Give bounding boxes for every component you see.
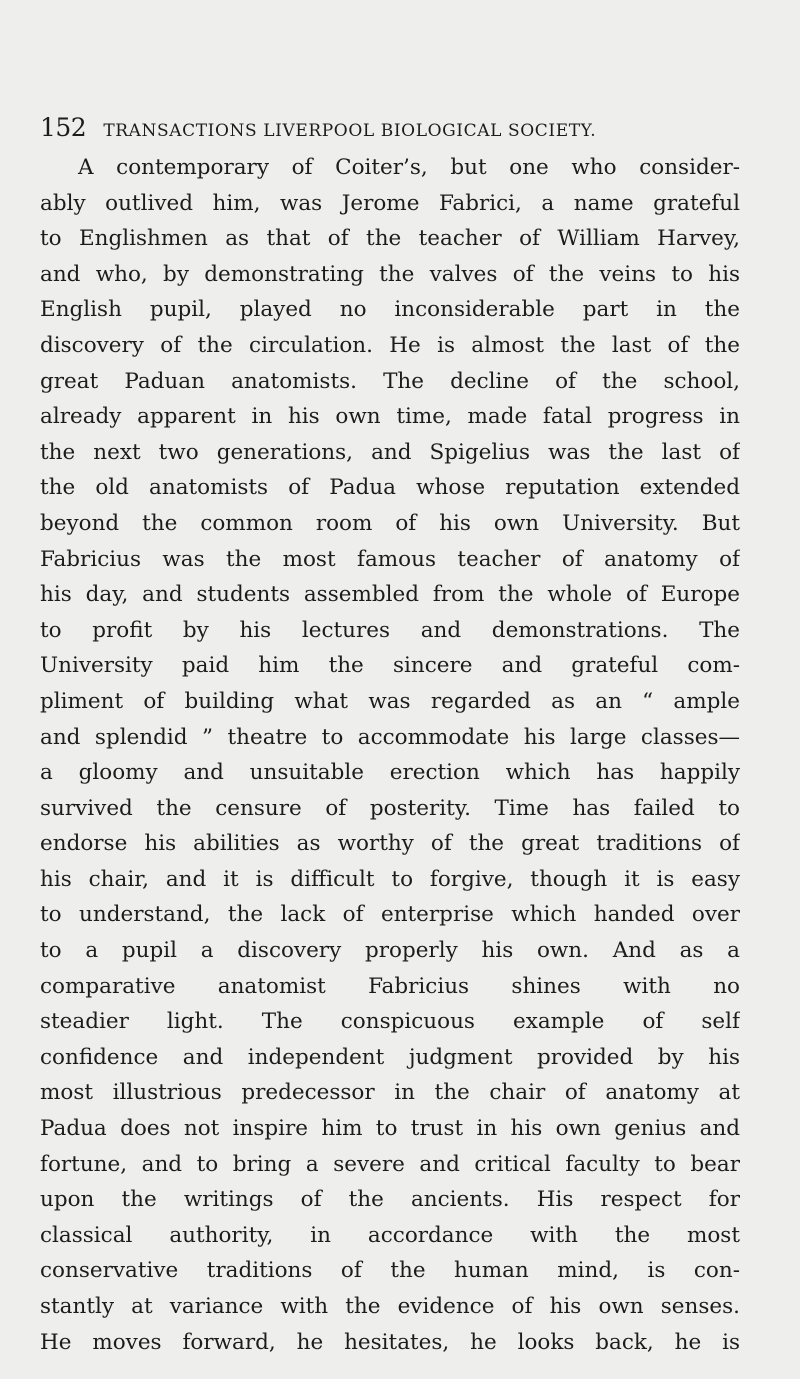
text-line: upon the writings of the ancients. His respect for [40,1187,740,1213]
text-line: and splendid ” theatre to accommodate his large classes— [40,724,740,750]
text-line: his chair, and it is difficult to forgive, though it is easy [40,866,740,892]
journal-title: TRANSACTIONS LIVERPOOL BIOLOGICAL SOCIETY. [103,121,597,141]
text-line: to Englishmen as that of the teacher of William Harvey, [40,226,740,252]
text-line: ably outlived him, was Jerome Fabrici, a name grateful [40,190,740,216]
text-line: the old anatomists of Padua whose reputation extended [40,475,740,501]
text-line: to a pupil a discovery properly his own. And as a [40,938,740,964]
text-line: the next two generations, and Spigelius was the last of [40,439,740,465]
text-line: conservative traditions of the human mind, is con- [40,1258,740,1284]
text-line: to profit by his lectures and demonstrations. The [40,617,740,643]
text-line: Fabricius was the most famous teacher of anatomy of [40,546,740,572]
text-line: University paid him the sincere and grateful com- [40,653,740,679]
text-line: and who, by demonstrating the valves of the veins to his [40,261,740,287]
text-line: He moves forward, he hesitates, he looks back, he is [40,1329,740,1355]
text-line: pliment of building what was regarded as an “ ample [40,688,740,714]
text-line: classical authority, in accordance with the most [40,1222,740,1248]
page-number: 152 [40,113,87,142]
text-line: discovery of the circulation. He is almost the last of the [40,332,740,358]
text-line: survived the censure of posterity. Time has failed to [40,795,740,821]
body-text [40,150,740,1360]
text-line: comparative anatomist Fabricius shines with no [40,973,740,999]
text-line: already apparent in his own time, made fatal progress in [40,404,740,430]
text-line: endorse his abilities as worthy of the great traditions of [40,831,740,857]
text-line: beyond the common room of his own University. But [40,510,740,536]
text-line: confidence and independent judgment provided by his [40,1044,740,1070]
text-line: stantly at variance with the evidence of his own senses. [40,1294,740,1319]
text-line: fortune, and to bring a severe and critical faculty to bear [40,1151,740,1177]
text-line: steadier light. The conspicuous example of self [40,1009,740,1035]
text-line: a gloomy and unsuitable erection which has happily [40,760,740,786]
text-line: English pupil, played no inconsiderable part in the [40,297,740,323]
text-line: A contemporary of Coiter’s, but one who consider- [78,155,740,180]
text-line: his day, and students assembled from the whole of Europe [40,582,740,608]
text-line: to understand, the lack of enterprise which handed over [40,902,740,928]
text-line: great Paduan anatomists. The decline of the school, [40,368,740,394]
text-line: most illustrious predecessor in the chair of anatomy at [40,1080,740,1106]
text-line: Padua does not inspire him to trust in his own genius and [40,1116,740,1142]
running-head [40,113,740,147]
